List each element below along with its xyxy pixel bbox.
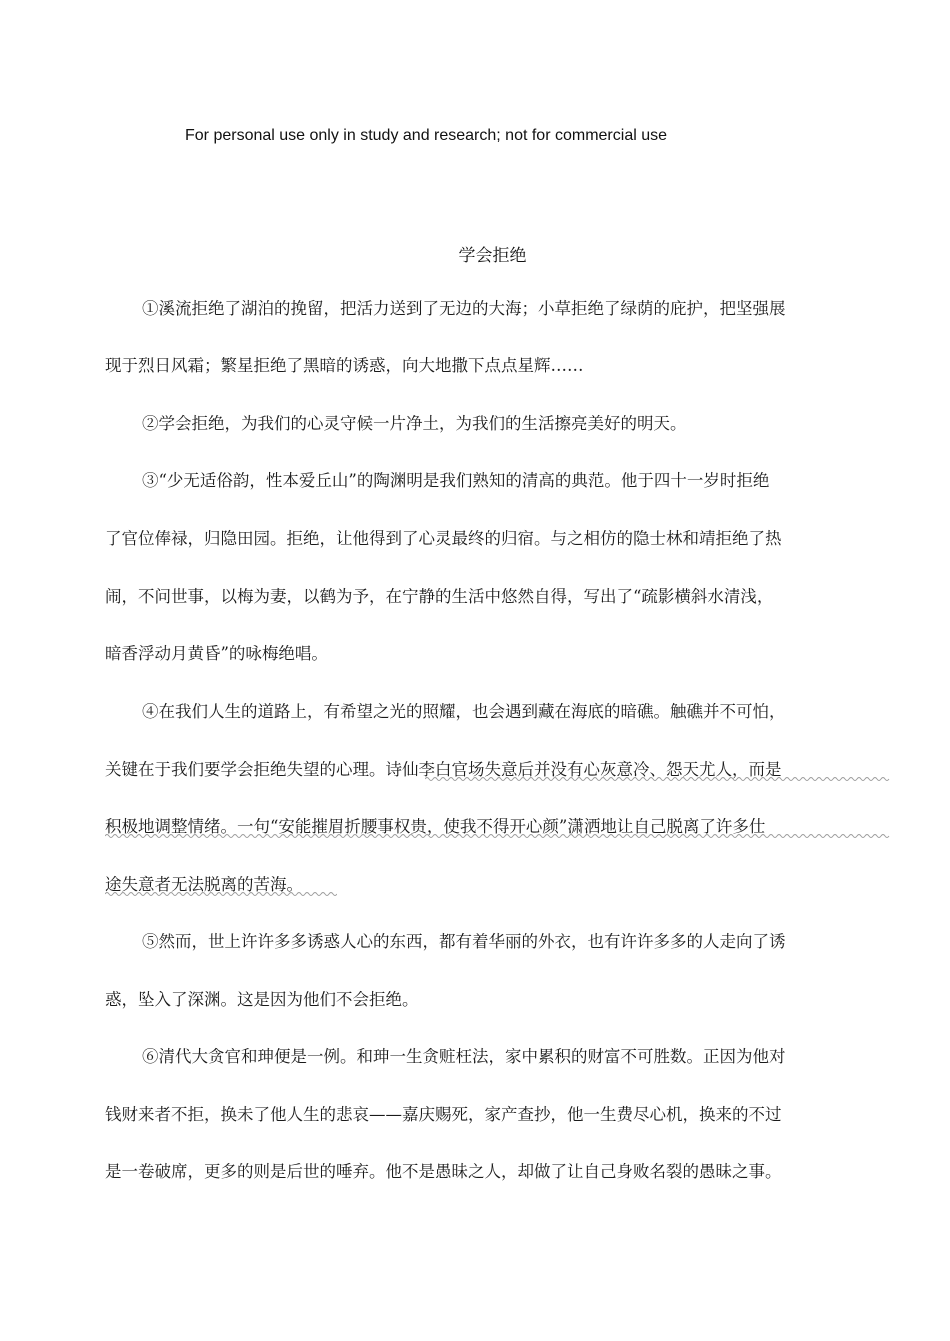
- paragraph-6-line-1: ⑥清代大贪官和珅便是一例。和珅一生贪赃枉法，家中累积的财富不可胜数。正因为他对: [142, 1047, 786, 1066]
- paragraph-3-line-4: 暗香浮动月黄昏”的咏梅绝唱。: [105, 644, 328, 663]
- page-title: 学会拒绝: [458, 246, 527, 266]
- paragraph-1-line-2: 现于烈日风霜；繁星拒绝了黑暗的诱惑，向大地撒下点点星辉……: [105, 356, 584, 375]
- paragraph-2-line-1: ②学会拒绝，为我们的心灵守候一片净土，为我们的生活擦亮美好的明天。: [142, 414, 687, 433]
- paragraph-4-line-1: ④在我们人生的道路上，有希望之光的照耀，也会遇到藏在海底的暗礁。触礁并不可怕，: [142, 702, 786, 721]
- paragraph-6-line-3: 是一卷破席，更多的则是后世的唾弃。他不是愚昧之人，却做了让自己身败名裂的愚昧之事。: [105, 1162, 782, 1181]
- paragraph-3-line-1: ③“少无适俗韵，性本爱丘山”的陶渊明是我们熟知的清高的典范。他于四十一岁时拒绝: [142, 471, 770, 490]
- usage-notice: For personal use only in study and research; not for commercial use: [185, 127, 668, 144]
- wavy-underline-mark: [105, 833, 890, 839]
- paragraph-1-line-1: ①溪流拒绝了湖泊的挽留，把活力送到了无边的大海；小草拒绝了绿荫的庇护，把坚强展: [142, 299, 786, 318]
- paragraph-3-line-3: 闹，不问世事，以梅为妻，以鹤为予，在宁静的生活中悠然自得，写出了“疏影横斜水清浅，: [105, 587, 774, 606]
- wavy-underline-mark: [425, 776, 890, 782]
- paragraph-5-line-1: ⑤然而，世上许许多多诱惑人心的东西，都有着华丽的外衣，也有许许多多的人走向了诱: [142, 932, 786, 951]
- paragraph-4-line-2: 关键在于我们要学会拒绝失望的心理。诗仙李白官场失意后并没有心灰意冷、怨天尤人，而是: [105, 760, 782, 779]
- paragraph-6-line-2: 钱财来者不拒，换未了他人生的悲哀——嘉庆赐死，家产查抄，他一生费尽心机，换来的不过: [105, 1105, 782, 1124]
- paragraph-5-line-2: 惑，坠入了深渊。这是因为他们不会拒绝。: [105, 990, 419, 1009]
- paragraph-4-line-4: 途失意者无法脱离的苦海。: [105, 875, 303, 894]
- paragraph-3-line-2: 了官位俸禄，归隐田园。拒绝，让他得到了心灵最终的归宿。与之相仿的隐士林和靖拒绝了热: [105, 529, 782, 548]
- paragraph-4-line-3: 积极地调整情绪。一句“安能摧眉折腰事权贵，使我不得开心颜”潇洒地让自己脱离了许多仕: [105, 817, 766, 836]
- wavy-underline-mark: [105, 891, 337, 897]
